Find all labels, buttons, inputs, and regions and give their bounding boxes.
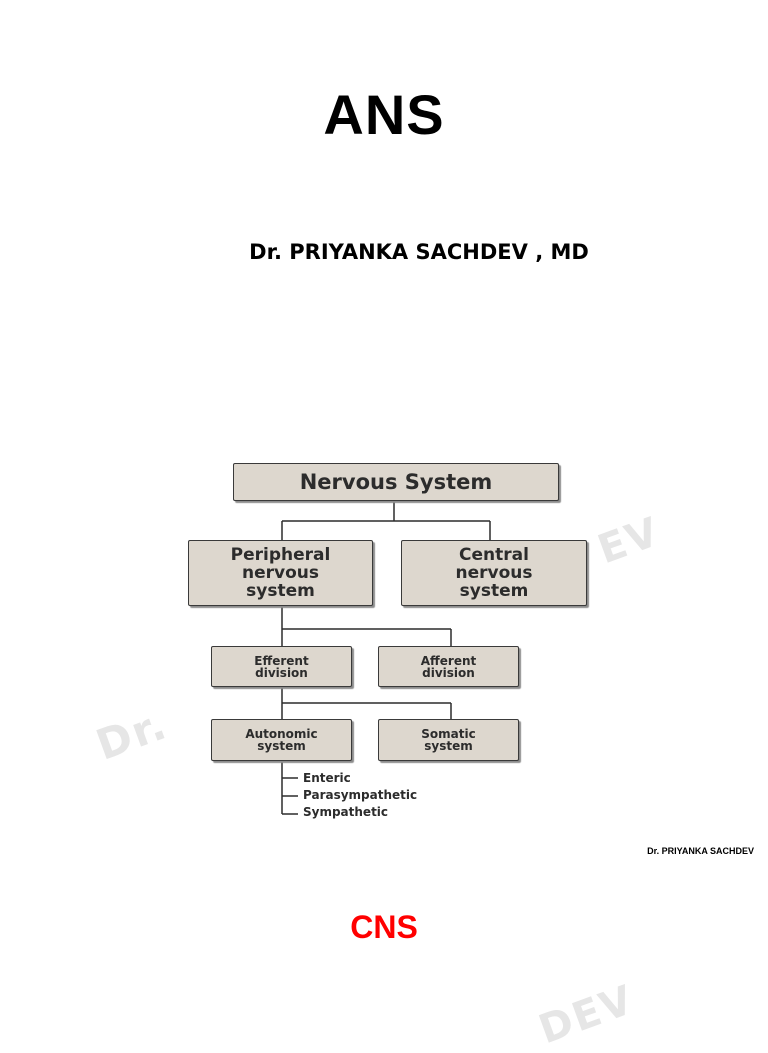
box-label: Central: [459, 545, 529, 565]
box-label: system: [424, 739, 473, 753]
central-nervous-system-box: [401, 540, 587, 606]
subdivision-label-enteric: Enteric: [303, 771, 351, 785]
box-label: Somatic: [421, 727, 476, 741]
efferent-division-box: [211, 646, 352, 687]
nervous-system-box: [233, 463, 559, 501]
box-label: Peripheral: [230, 545, 331, 565]
autonomic-system-box: [211, 719, 352, 761]
watermark: DEV: [533, 976, 641, 1053]
box-label: system: [246, 581, 315, 601]
author-name: Dr. PRIYANKA SACHDEV , MD: [249, 240, 589, 264]
box-label: Autonomic: [245, 727, 318, 741]
subdivision-label-parasympathetic: Parasympathetic: [303, 788, 418, 802]
box-label: division: [255, 665, 308, 680]
next-section-heading: CNS: [350, 909, 418, 945]
box-label: system: [459, 581, 529, 601]
box-label: system: [257, 739, 306, 753]
subdivision-label-sympathetic: Sympathetic: [303, 805, 389, 819]
box-label: Nervous System: [299, 470, 493, 494]
watermark: Dr.: [89, 699, 174, 770]
box-label: division: [422, 665, 475, 680]
box-label: Efferent: [254, 653, 309, 668]
box-label: nervous: [242, 563, 319, 583]
peripheral-nervous-system-box: [188, 540, 373, 606]
footer-author: Dr. PRIYANKA SACHDEV: [647, 846, 754, 856]
afferent-division-box: [378, 646, 519, 687]
page-title: ANS: [323, 83, 445, 146]
watermark: EV: [592, 508, 667, 574]
somatic-system-box: [378, 719, 519, 761]
box-label: nervous: [455, 563, 533, 583]
box-label: Afferent: [420, 653, 477, 668]
